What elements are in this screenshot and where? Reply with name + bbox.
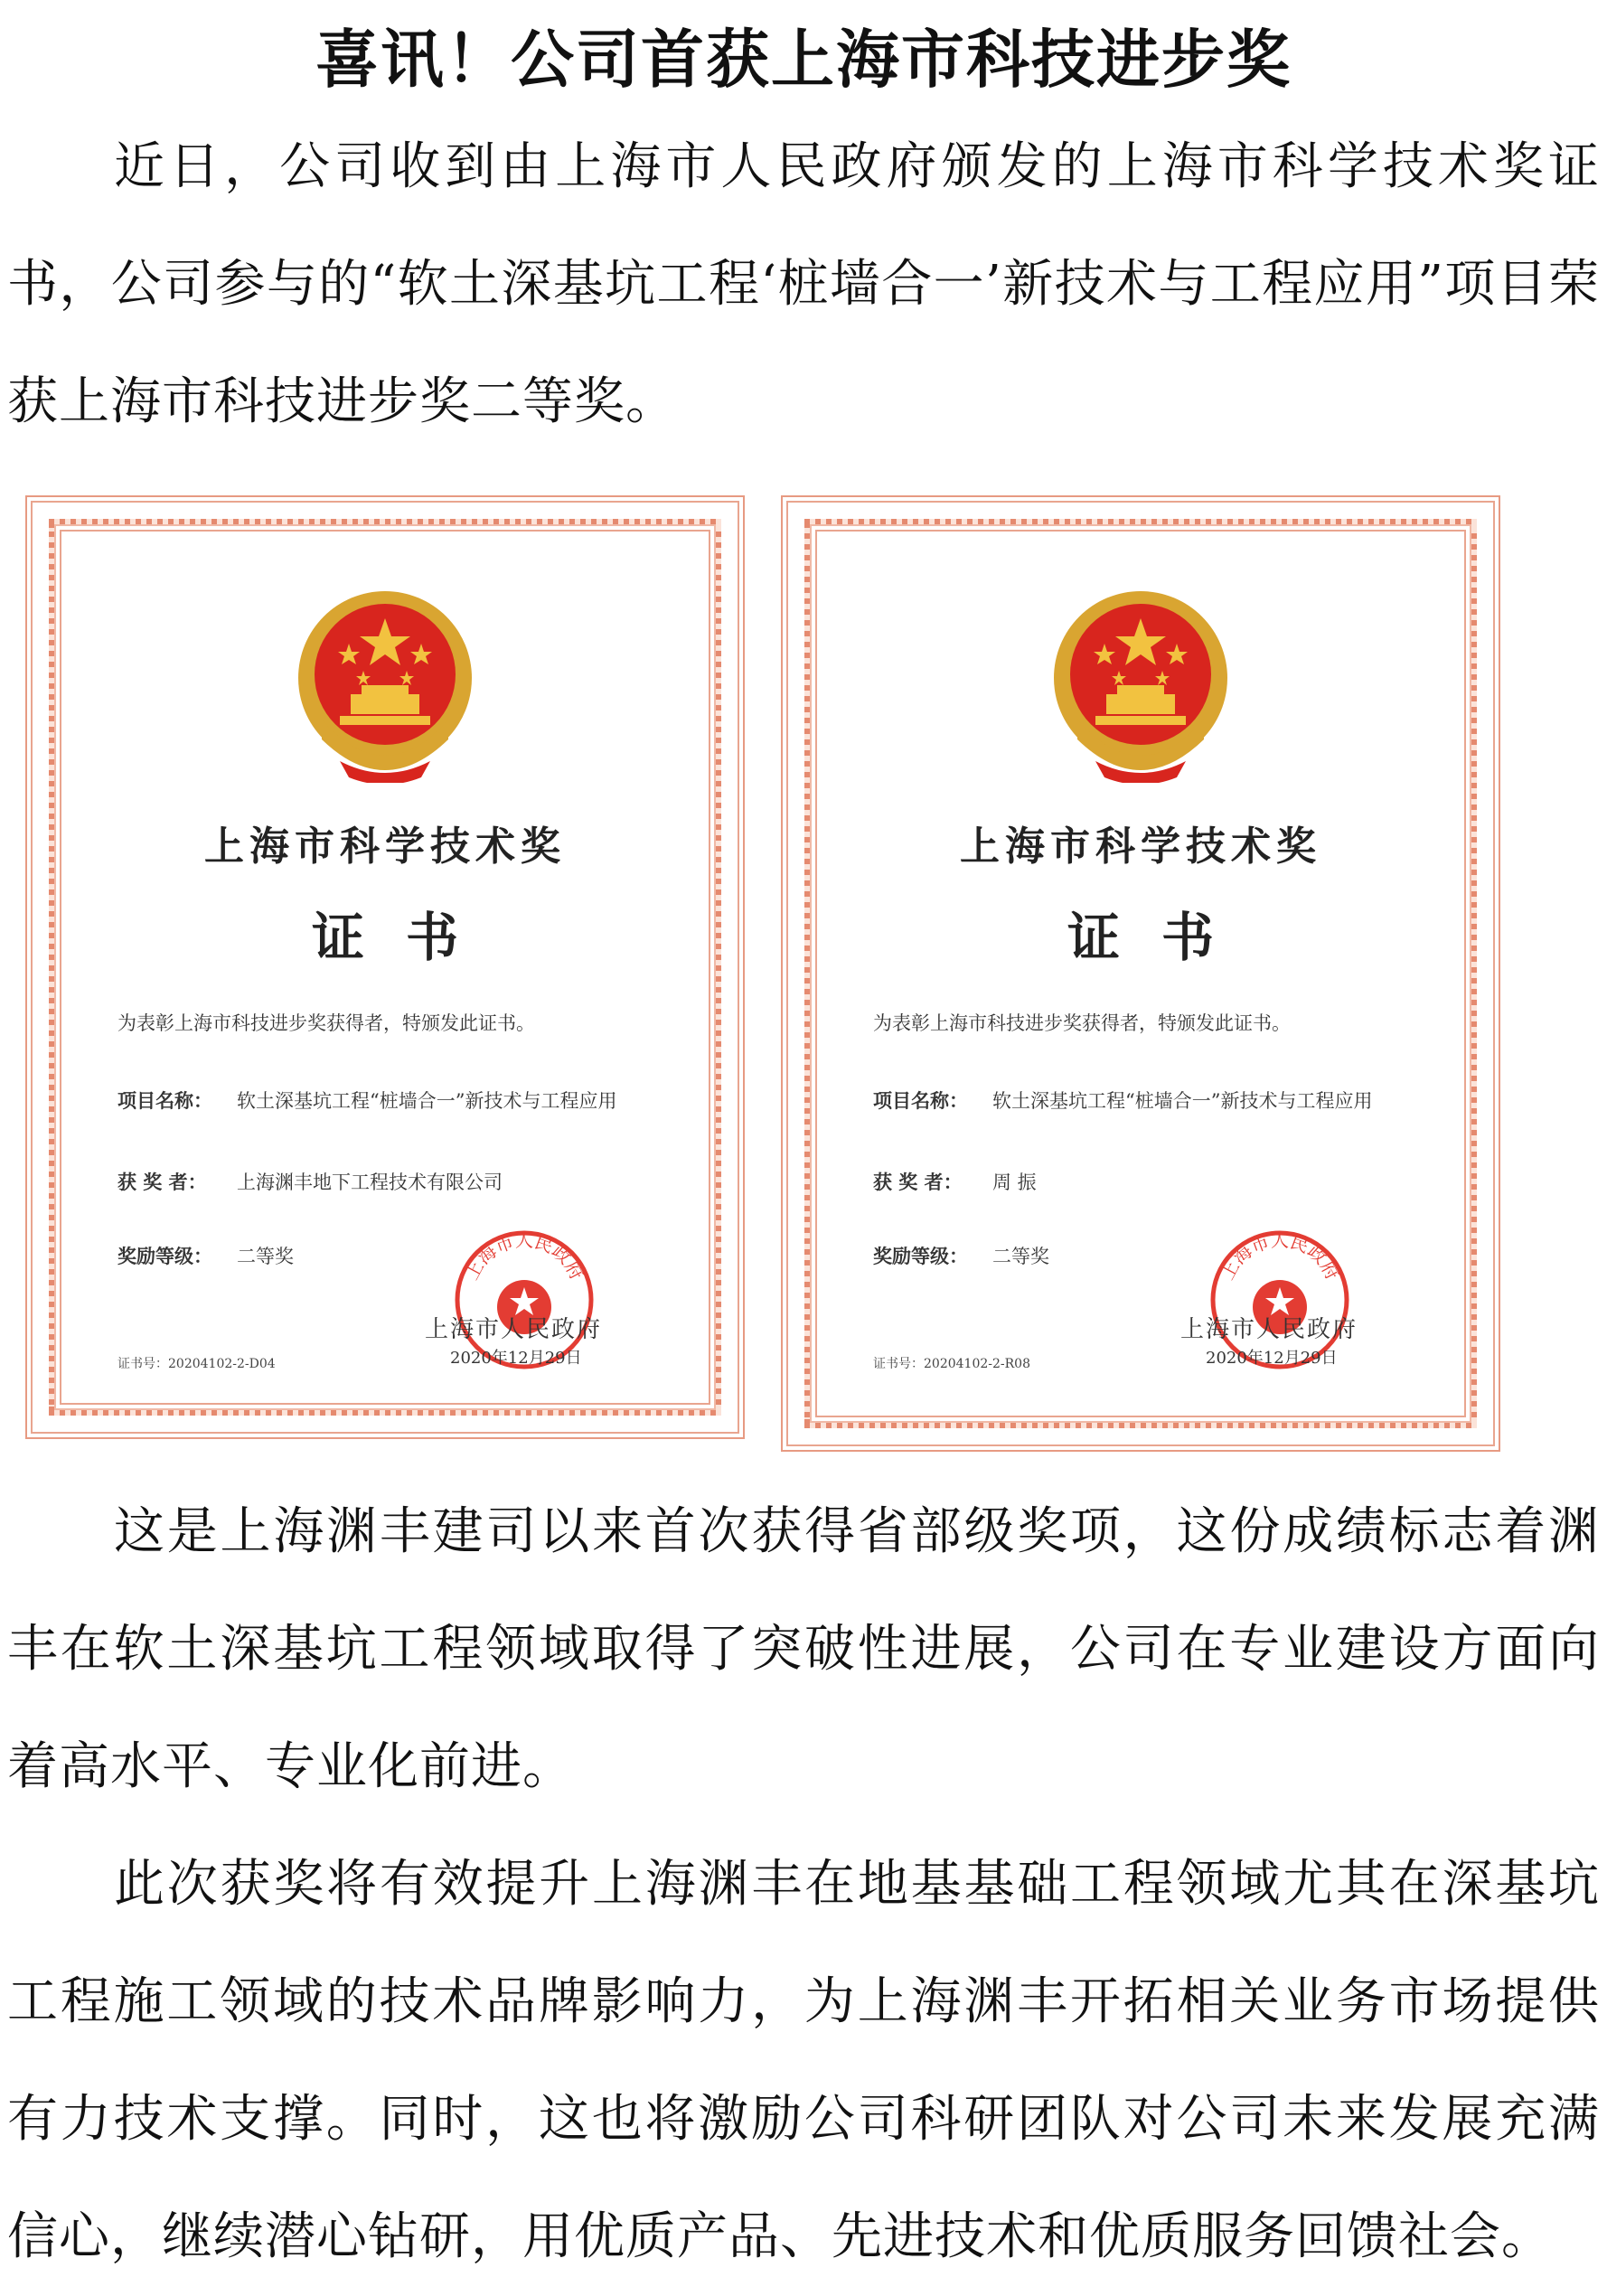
grade-label: 奖励等级：: [873, 1245, 968, 1267]
certificate-intro: 为表彰上海市科技进步奖获得者，特颁发此证书。: [117, 1012, 535, 1034]
certificate-subtitle: 证书: [1067, 907, 1255, 968]
svg-text:上海市人民政府: 上海市人民政府: [1216, 1229, 1344, 1284]
winner-label: 获 奖 者：: [117, 1171, 207, 1193]
project-value: 软土深基坑工程“桩墙合一”新技术与工程应用: [237, 1090, 617, 1112]
national-emblem-icon: [1041, 584, 1240, 783]
project-label: 项目名称：: [873, 1089, 968, 1112]
svg-text:上海市人民政府: 上海市人民政府: [460, 1229, 588, 1284]
national-emblem-icon: [286, 584, 484, 783]
issue-date: 2020年12月29日: [450, 1349, 582, 1368]
project-label: 项目名称：: [117, 1089, 212, 1112]
issuer-name: 上海市人民政府: [1180, 1316, 1358, 1343]
winner-value: 上海渊丰地下工程技术有限公司: [237, 1172, 503, 1193]
project-value: 软土深基坑工程“桩墙合一”新技术与工程应用: [992, 1090, 1373, 1112]
certificate-company: [25, 495, 745, 1439]
certificate-winner-row: [873, 1168, 1426, 1197]
issuer-name: 上海市人民政府: [425, 1316, 603, 1343]
certificate-intro: 为表彰上海市科技进步奖获得者，特颁发此证书。: [873, 1012, 1291, 1034]
certificate-project-row: [873, 1087, 1426, 1115]
certificate-number: 证书号：20204102-2-D04: [117, 1357, 276, 1371]
winner-value: 周 振: [992, 1172, 1037, 1193]
paragraph-intro: 近日，公司收到由上海市人民政府颁发的上海市科学技术奖证书，公司参与的“软土深基坑工程‘桩墙合一’新技术与工程应用”项目荣获上海市科技进步奖二等奖。: [7, 137, 1600, 431]
grade-label: 奖励等级：: [117, 1245, 212, 1267]
certificate-winner-row: [117, 1168, 671, 1197]
certificate-subtitle: 证书: [311, 907, 500, 968]
paragraph-significance: 这是上海渊丰建司以来首次获得省部级奖项，这份成绩标志着渊丰在软土深基坑工程领域取得了突破性进展，公司在专业建设方面向着高水平、专业化前进。: [7, 1502, 1600, 1796]
certificate-number: 证书号：20204102-2-R08: [873, 1357, 1030, 1371]
grade-value: 二等奖: [237, 1246, 294, 1267]
certificate-title: 上海市科学技术奖: [960, 823, 1321, 870]
certificate-title: 上海市科学技术奖: [204, 823, 566, 870]
paragraph-impact: 此次获奖将有效提升上海渊丰在地基基础工程领域尤其在深基坑工程施工领域的技术品牌影响力，为上海渊丰开拓相关业务市场提供有力技术支撑。同时，这也将激励公司科研团队对公司未来发展充满信心，继续潜心钻研，用优质产品、先进技术和优质服务回馈社会。: [7, 1855, 1600, 2266]
certificate-project-row: [117, 1087, 671, 1115]
issue-date: 2020年12月29日: [1206, 1349, 1338, 1368]
article-title: 喜讯！公司首获上海市科技进步奖: [315, 23, 1292, 97]
grade-value: 二等奖: [992, 1246, 1049, 1267]
certificate-individual: [781, 495, 1500, 1452]
winner-label: 获 奖 者：: [873, 1171, 963, 1193]
